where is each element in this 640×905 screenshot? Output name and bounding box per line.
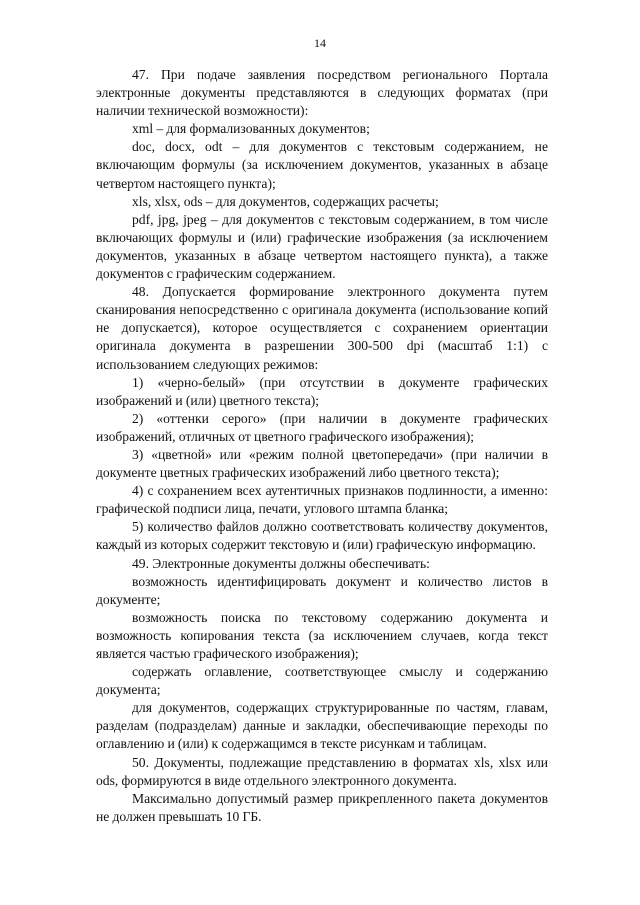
format-xml: xml – для формализованных документов; bbox=[132, 121, 370, 137]
document-body bbox=[96, 66, 548, 826]
requirement-identify: возможность идентифицировать документ и количество листов в документе; bbox=[96, 573, 548, 607]
requirement-contents: содержать оглавление, соответствующее смыслу и содержанию документа; bbox=[96, 664, 548, 698]
mode-3: 3) «цветной» или «режим полной цветопередачи» (при наличии в документе цветных графических изображений либо цветного текста); bbox=[96, 446, 548, 481]
format-doc: doc, docx, odt – для документов с текстовым содержанием, не включающим формулы (за исключением документов, указанных в абзаце четвертом настоящего пункта); bbox=[96, 139, 548, 191]
mode-5: 5) количество файлов должно соответствовать количеству документов, каждый из которых содержит текстовую и (или) графическую информацию. bbox=[96, 519, 548, 553]
requirement-search: возможность поиска по текстовому содержанию документа и возможность копирования текста (за исключением случаев, когда текст является частью графического изображения); bbox=[96, 609, 548, 661]
paragraph-48: 48. Допускается формирование электронного документа путем сканирования непосредственно с оригинала документа (использование копий не допускается), которое осуществляется с сохранением ориентации оригинала документа в разрешении 300-500 dpi (масштаб 1:1) с использованием следующих режимов: bbox=[96, 284, 548, 372]
mode-4: 4) с сохранением всех аутентичных признаков подлинности, а именно: графической подписи лица, печати, углового штампа бланка; bbox=[96, 483, 548, 517]
max-size: Максимально допустимый размер прикрепленного пакета документов не должен превышать 10 ГБ. bbox=[96, 790, 548, 824]
paragraph-49: 49. Электронные документы должны обеспечивать: bbox=[132, 555, 430, 571]
mode-1: 1) «черно-белый» (при отсутствии в документе графических изображений и (или) цветного текста); bbox=[96, 374, 548, 408]
format-pdf: pdf, jpg, jpeg – для документов с текстовым содержанием, в том числе включающих формулы и (или) графические изображения (за исключением документов, указанных в абзаце четвертом настоящего пункта), а также документов с графическим содержанием. bbox=[96, 211, 548, 282]
format-xls: xls, xlsx, ods – для документов, содержащих расчеты; bbox=[132, 193, 439, 209]
paragraph-47: 47. При подаче заявления посредством регионального Портала электронные документы представляются в следующих форматах (при наличии технической возможности): bbox=[96, 67, 548, 119]
paragraph-50: 50. Документы, подлежащие представлению в форматах xls, xlsx или ods, формируются в виде отдельного электронного документа. bbox=[96, 754, 548, 788]
page-number: 14 bbox=[314, 36, 326, 50]
requirement-bookmarks: для документов, содержащих структурированные по частям, главам, разделам (подразделам) данные и закладки, обеспечивающие переходы по оглавлению и (или) к содержащимся в тексте рисункам и таблицам. bbox=[96, 700, 548, 752]
mode-2: 2) «оттенки серого» (при наличии в документе графических изображений, отличных от цветного графического изображения); bbox=[96, 410, 548, 444]
